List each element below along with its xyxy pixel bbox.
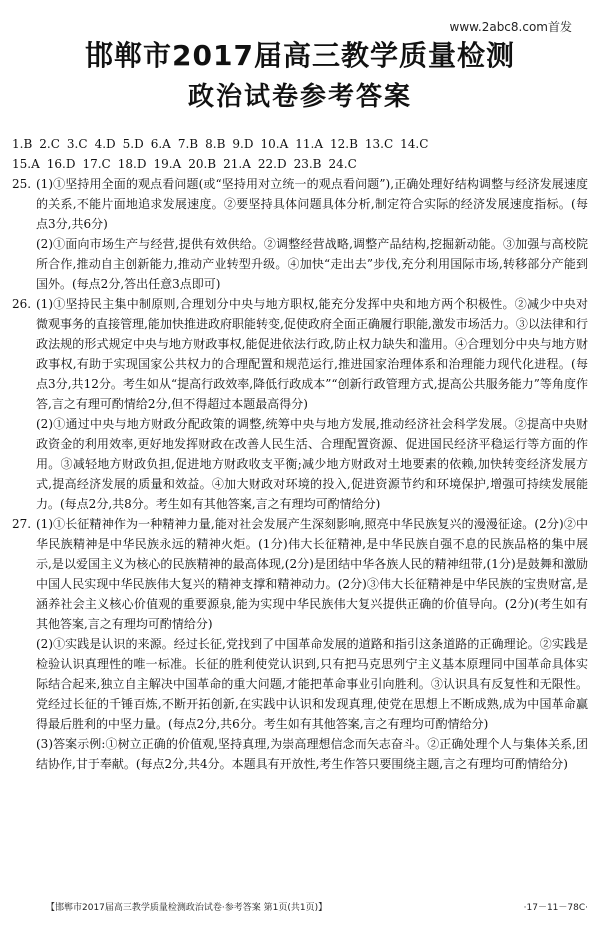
mc-answer: 22.D bbox=[257, 157, 287, 171]
mc-answer: 23.B bbox=[293, 157, 322, 171]
mc-answer: 10.A bbox=[260, 137, 289, 151]
question-number: 27. bbox=[12, 517, 32, 531]
mc-answer: 19.A bbox=[153, 157, 182, 171]
mc-answer: 15.A bbox=[12, 157, 40, 171]
mc-answers-line2 bbox=[12, 154, 588, 174]
answer-paragraph: (3)答案示例:①树立正确的价值观,坚持真理,为崇高理想信念而矢志奋斗。②正确处理个人与集体关系,团结协作,甘于奉献。(每点2分,共4分。本题具有开放性,考生作答只要围绕主题,言之有理均可酌情给分) bbox=[36, 737, 588, 771]
document-title: 邯郸市2017届高三教学质量检测 bbox=[85, 39, 515, 72]
mc-answer: 3.C bbox=[66, 137, 88, 151]
mc-answers-line1 bbox=[12, 134, 588, 154]
mc-answer: 14.C bbox=[400, 137, 429, 151]
watermark: www.2abc8.com首发 bbox=[449, 20, 572, 34]
footer-caption: 【邯郸市2017届高三教学质量检测政治试卷·参考答案 第1页(共1页)】 bbox=[46, 903, 328, 913]
question-27 bbox=[12, 514, 588, 774]
answer-paragraph: (2)①面向市场生产与经营,提供有效供给。②调整经营战略,调整产品结构,挖掘新动能。③加强与高校院所合作,推动自主创新能力,推动产业转型升级。④加快“走出去”步伐,充分利用国际市场,转移部分产能到国外。(每点2分,答出任意3点即可) bbox=[36, 237, 588, 291]
answer-body bbox=[12, 134, 588, 774]
question-25 bbox=[12, 174, 588, 294]
mc-answer: 8.B bbox=[205, 137, 226, 151]
answer-paragraph: (2)①实践是认识的来源。经过长征,党找到了中国革命发展的道路和指引这条道路的正确理论。②实践是检验认识真理性的唯一标准。长征的胜利使党认识到,只有把马克思列宁主义基本原理同中国革命具体实际结合起来,独立自主解决中国革命的重大问题,才能把革命事业引向胜利。③认识具有反复性和无限性。党经过长征的千锤百炼,不断开拓创新,在实践中认识和发现真理,使党在思想上不断成熟,成为中国革命赢得最后胜利的中坚力量。(每点2分,共6分。考生如有其他答案,言之有理均可酌情给分) bbox=[36, 637, 588, 731]
mc-answer: 18.D bbox=[117, 157, 147, 171]
mc-answer: 9.D bbox=[232, 137, 254, 151]
answer-paragraph: (2)①通过中央与地方财政分配政策的调整,统筹中央与地方发展,推动经济社会科学发展。②提高中央财政资金的利用效率,更好地发挥财政在改善人民生活、合理配置资源、促进国民经济平稳运行等方面的作用。③减轻地方财政负担,促进地方财政收支平衡;减少地方财政对土地要素的依赖,加快转变经济发展方式,提高经济发展的质量和效益。④加大财政对环境的投入,促进资源节约和环境保护,增强可持续发展能力。(每点2分,共8分。考生如有其他答案,言之有理均可酌情给分) bbox=[36, 417, 588, 511]
question-number: 26. bbox=[12, 297, 32, 311]
mc-answer: 13.C bbox=[364, 137, 394, 151]
mc-answer: 5.D bbox=[122, 137, 144, 151]
answer-paragraph: (1)①坚持用全面的观点看问题(或“坚持用对立统一的观点看问题”),正确处理好结构调整与经济发展速度的关系,不能片面地追求发展速度。②要坚持具体问题具体分析,制定符合实际的经济发展速度指标。(每点3分,共6分) bbox=[36, 177, 588, 231]
question-number: 25. bbox=[12, 177, 32, 191]
mc-answer: 4.D bbox=[94, 137, 116, 151]
question-26 bbox=[12, 294, 588, 514]
mc-answer: 6.A bbox=[150, 137, 171, 151]
answer-paragraph: (1)①长征精神作为一种精神力量,能对社会发展产生深刻影响,照亮中华民族复兴的漫漫征途。(2分)②中华民族精神是中华民族永远的精神火炬。(1分)伟大长征精神,是中华民族自强不息的民族品格的集中展示,是以爱国主义为核心的民族精神的最高体现,(2分)是团结中华各族人民的精神纽带,(1分)是鼓舞和激励中国人民实现中华民族伟大复兴的精神支撑和精神动力。(2分)③伟大长征精神是中华民族的宝贵财富,是涵养社会主义核心价值观的重要源泉,能为实现中华民族伟大复兴提供正确的价值导向。(2分)(考生如有其他答案,言之有理均可酌情给分) bbox=[36, 517, 588, 631]
mc-answer: 11.A bbox=[295, 137, 323, 151]
mc-answer: 20.B bbox=[188, 157, 217, 171]
mc-answer: 2.C bbox=[39, 137, 60, 151]
mc-answer: 17.C bbox=[82, 157, 111, 171]
mc-answer: 12.B bbox=[329, 137, 358, 151]
mc-answer: 1.B bbox=[12, 137, 33, 151]
footer-code: ·17－11－78C· bbox=[523, 903, 588, 913]
mc-answer: 21.A bbox=[223, 157, 251, 171]
document-subtitle: 政治试卷参考答案 bbox=[187, 82, 412, 112]
mc-answer: 24.C bbox=[328, 157, 357, 171]
mc-answer: 16.D bbox=[46, 157, 76, 171]
answer-paragraph: (1)①坚持民主集中制原则,合理划分中央与地方职权,能充分发挥中央和地方两个积极性。②减少中央对微观事务的直接管理,能加快推进政府职能转变,促使政府全面正确履行职能,激发市场活力。③以法律和行政法规的形式规定中央与地方财政事权,能促进依法行政,防止权力缺失和滥用。④合理划分中央与地方财政事权,有助于实现国家公共权力的合理配置和规范运行,推进国家治理体系和治理能力现代化进程。(每点3分,共12分。考生如从“提高行政效率,降低行政成本”“创新行政管理方式,提高公共服务能力”等角度作答,言之有理可酌情给2分,但不得超过本题最高得分) bbox=[36, 297, 588, 411]
mc-answer: 7.B bbox=[177, 137, 199, 151]
